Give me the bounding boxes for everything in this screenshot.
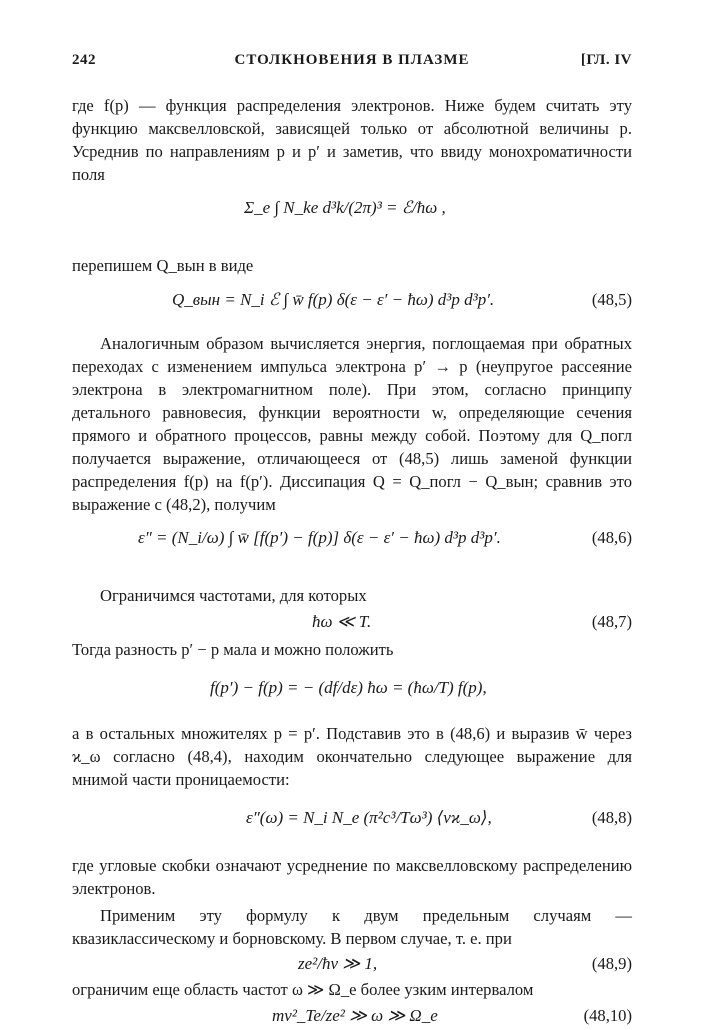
equation-3-formula: ħω ≪ T. bbox=[312, 612, 372, 631]
equation-1-formula: Q_вын = N_i ℰ ∫ w̄ f(p) δ(ε − ε′ − ħω) d³p d³p′. bbox=[172, 290, 495, 309]
equation-5-number: (48,8) bbox=[591, 808, 632, 827]
equation-1 bbox=[72, 284, 632, 322]
equation-2-number: (48,6) bbox=[591, 528, 632, 547]
equation-1-number: (48,5) bbox=[591, 290, 632, 309]
paragraph-9: ограничим еще область частот ω ≫ Ω_e более узким интервалом bbox=[72, 980, 534, 999]
equation-5-formula: ε″(ω) = N_i N_e (π²c³/Tω³) ⟨vϰ_ω⟩, bbox=[246, 808, 492, 827]
equation-7-formula: mv²_Te/ze² ≫ ω ≫ Ω_e bbox=[272, 1006, 438, 1025]
equation-2-formula: ε″ = (N_i/ω) ∫ w̄ [f(p′) − f(p)] δ(ε − ε′ − ħω) d³p d³p′. bbox=[138, 528, 501, 547]
equation-0 bbox=[72, 186, 632, 248]
page-number: 242 bbox=[72, 52, 96, 68]
paragraph-3: Аналогичным образом вычисляется энергия, поглощаемая при обратных переходах с изменением импульса электрона p′ → p (неупругое рассеяние электрона в электромагнитном поле). При этом, согласно принципу детального равновесия, функции вероятности w, определяющие сечения прямого и обратного процессов, равны между собой. Поэтому для Q_погл получается выражение, отличающееся от (48,5) лишь заменой функции распределения f(p) на f(p′). Диссипация Q = Q_погл − Q_вын; сравнив это выражение с (48,2), получим bbox=[72, 334, 632, 514]
equation-6-formula: ze²/ħv ≫ 1, bbox=[298, 954, 378, 973]
equation-7-number: (48,10) bbox=[583, 1006, 632, 1025]
page-header bbox=[72, 44, 632, 70]
equation-0-formula: Σ_e ∫ N_ke d³k/(2π)³ = ℰ/ħω , bbox=[244, 198, 446, 217]
equation-3-number: (48,7) bbox=[591, 612, 632, 631]
equation-6-number: (48,9) bbox=[591, 954, 632, 973]
paragraph-5: Тогда разность p′ − p мала и можно положить bbox=[72, 640, 394, 659]
paragraph-4: Ограничимся частотами, для которых bbox=[100, 586, 367, 605]
equation-7 bbox=[72, 1002, 632, 1030]
paragraph-2: перепишем Q_вын в виде bbox=[72, 256, 254, 275]
equation-3 bbox=[72, 608, 632, 638]
equation-4-formula: f(p′) − f(p) = − (df/dε) ħω = (ħω/T) f(p), bbox=[210, 678, 487, 697]
paragraph-8: Применим эту формулу к двум предельным случаям — квазиклассическому и борновскому. В первом случае, т. е. при bbox=[72, 906, 632, 948]
paragraph-1: где f(p) — функция распределения электронов. Ниже будем считать эту функцию максвелловской, зависящей только от абсолютной величины p. Усреднив по направлениям p и p′ и заметив, что ввиду монохроматичности поля bbox=[72, 96, 632, 184]
equation-6 bbox=[72, 950, 632, 978]
equation-5 bbox=[72, 792, 632, 850]
equation-4 bbox=[72, 662, 632, 716]
equation-2 bbox=[72, 516, 632, 566]
chapter-label: [ГЛ. IV bbox=[580, 52, 632, 68]
page-body bbox=[72, 94, 632, 1030]
paragraph-6: а в остальных множителях p = p′. Подставив это в (48,6) и выразив w̄ через ϰ_ω согласно (48,4), находим окончательно следующее выражение для мнимой части проницаемости: bbox=[72, 724, 632, 789]
running-title: СТОЛКНОВЕНИЯ В ПЛАЗМЕ bbox=[234, 52, 470, 68]
page bbox=[72, 44, 632, 1025]
paragraph-7: где угловые скобки означают усреднение по максвелловскому распределению электронов. bbox=[72, 856, 632, 898]
